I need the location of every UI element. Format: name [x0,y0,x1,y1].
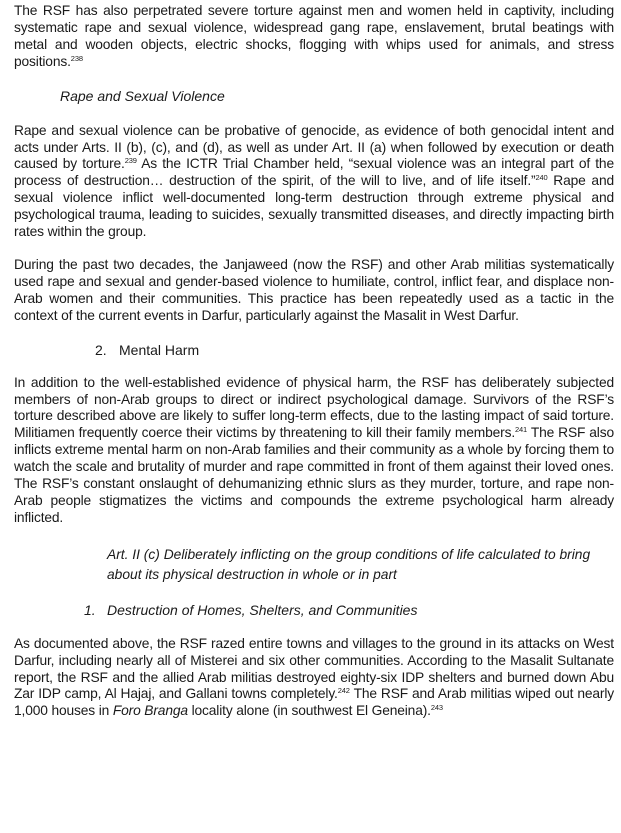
footnote-ref-243[interactable]: 243 [430,703,443,713]
place-name: Foro Branga [112,703,188,719]
footnote-ref-242[interactable]: 242 [337,686,350,696]
document-page [14,3,614,720]
paragraph-torture: The RSF has also perpetrated severe torture against men and women held in captivity, including systematic rape and sexual violence, widespread gang rape, enslavement, brutal beatings with metal and wooden objects, electric shocks, flogging with whips used for animals, and stress positions.$^{238}$ [14,3,614,69]
section-number: 2. [95,341,107,358]
section-heading-rape: Rape and Sexual Violence [60,87,225,104]
paragraph-rape-probative: Rape and sexual violence can be probative of genocide, as evidence of both genocidal intent and acts under Arts. II (b), (c), and (d), as well as under Art. II (a) when followed by execution or death caused by torture.$^{239}$ As the ICTR Trial Chamber held, “sexual violence was an integral part of the process of destruction… destruction of the spirit, of the will to live, and of life itself.”$^{240}$ Rape and sexual violence inflict well-documented long-term destruction through extreme physical and psychological trauma, leading to suicides, sexually transmitted diseases, and directly impacting birth rates within the group. [14,122,614,240]
section-heading-mental-harm [14,341,614,359]
paragraph-destruction: As documented above, the RSF razed entire towns and villages to the ground in its attacks on West Darfur, including nearly all of Misterei and six other communities. According to the Masalit Sultanate report, the RSF and the allied Arab militias destroyed eighty-six IDP shelters and burned down Abu Zar IDP camp, Al Hajaj, and Gallani towns completely.$^{242}$ The RSF and Arab militias wiped out nearly 1,000 houses in Foro Branga locality alone (in southwest El Geneina).$^{243}$ [14,635,614,719]
paragraph-rape-janjaweed: During the past two decades, the Janjaweed (now the RSF) and other Arab militias systematically used rape and sexual and gender-based violence to humiliate, control, inflict fear, and displace non-Arab women and their communities. This practice has been repeatedly used as a tactic in the context of the current events in Darfur, particularly against the Masalit in West Darfur. [14,256,614,323]
section-number: 1. [84,601,96,618]
footnote-ref-241[interactable]: 241 [515,425,528,435]
footnote-ref-238[interactable]: 238 [70,53,83,63]
paragraph-mental-harm: In addition to the well-established evidence of physical harm, the RSF has deliberately subjected members of non-Arab groups to direct or indirect psychological damage. Survivors of the RSF’s torture described above are likely to suffer long-term effects, due to the lasting impact of said torture. Militiamen frequently coerce their victims by threatening to kill their family members.$^{241}$ The RSF also inflicts extreme mental harm on non-Arab families and their community as a whole by forcing them to watch the scale and brutality of murder and rape committed in front of them against their loved ones. The RSF’s constant onslaught of dehumanizing ethnic slurs as they murder, torture, and rape non-Arab people stigmatizes the victims and compounds the extreme psychological harm already inflicted. [14,374,614,525]
article-heading-2c: Art. II (c) Deliberately inflicting on the group conditions of life calculated to bring about its physical destruction in whole or in part [107,546,591,583]
footnote-ref-240[interactable]: 240 [535,173,548,183]
footnote-ref-239[interactable]: 239 [124,156,137,166]
section-heading-destruction [14,601,614,619]
section-label: Destruction of Homes, Shelters, and Communities [107,601,418,618]
section-label: Mental Harm [119,341,200,358]
